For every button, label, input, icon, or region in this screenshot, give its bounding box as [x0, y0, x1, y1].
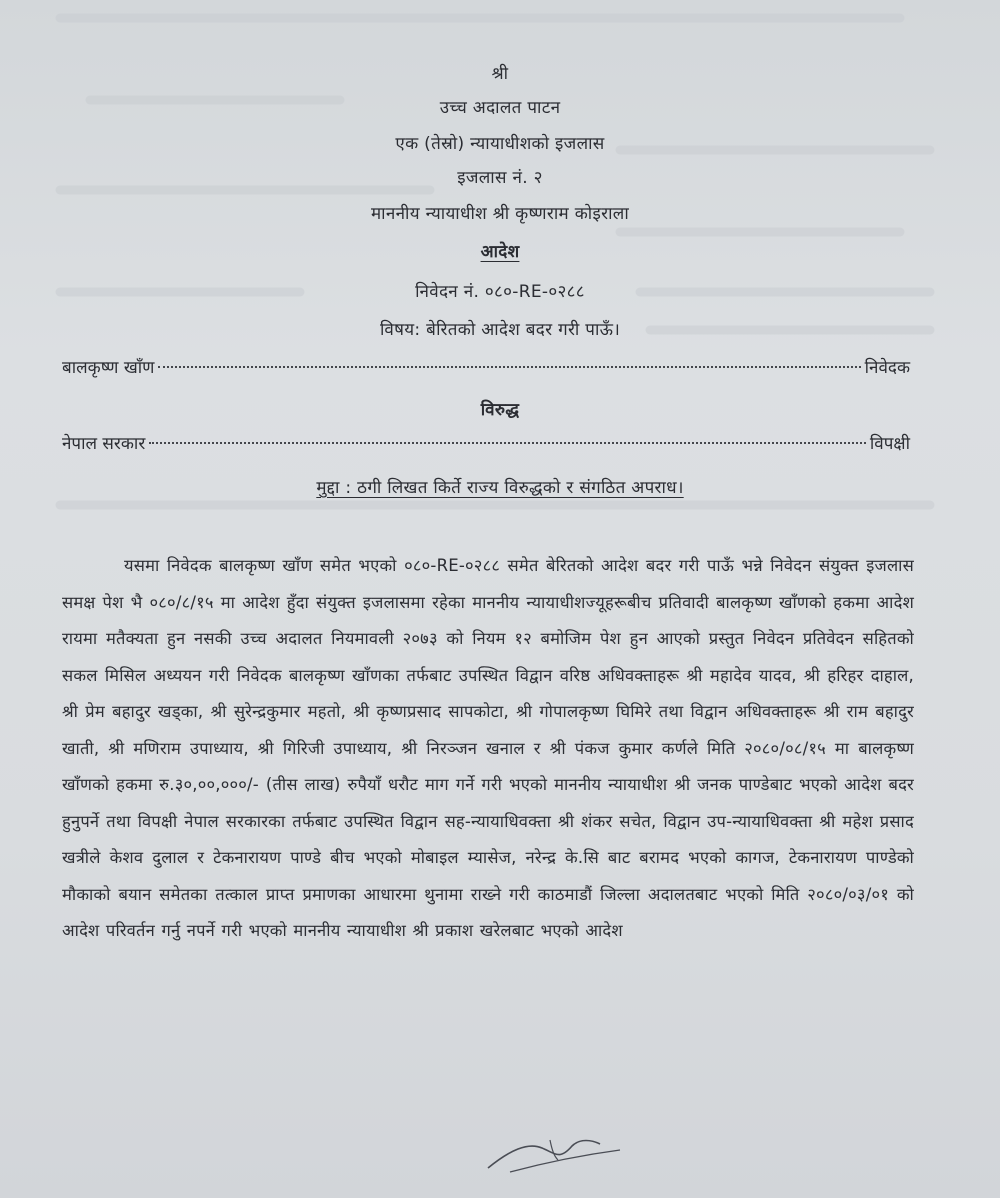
- salutation: श्री: [491, 64, 509, 84]
- handwritten-signature: [480, 1120, 630, 1180]
- petitioner-name: बालकृष्ण खाँण: [62, 358, 155, 378]
- order-title: आदेश: [480, 242, 520, 262]
- subject-line: विषय: बेरितको आदेश बदर गरी पाऊँ।: [379, 320, 621, 340]
- bench-name: एक (तेस्रो) न्यायाधीशको इजलास: [395, 134, 605, 154]
- respondent-name: नेपाल सरकार: [62, 434, 146, 454]
- dotted-leader: [149, 442, 866, 444]
- dotted-leader: [158, 366, 860, 368]
- case-subject: मुद्दा : ठगी लिखत किर्ते राज्य विरुद्धको र संगठित अपराध।: [316, 478, 684, 498]
- order-body-paragraph: यसमा निवेदक बालकृष्ण खाँण समेत भएको ०८०-RE-०२८८ समेत बेरितको आदेश बदर गरी पाऊँ भन्ने निवेदन संयुक्त इजलास समक्ष पेश भै ०८०/८/१५ मा आदेश हुँदा संयुक्त इजलासमा रहेका माननीय न्यायाधीशज्यूहरूबीच प्रतिवादी बालकृष्ण खाँणको हकमा आदेश रायमा मतैक्यता हुन नसकी उच्च अदालत नियमावली २०७३ को नियम १२ बमोजिम पेश हुन आएको प्रस्तुत निवेदन प्रतिवेदन सहितको सकल मिसिल अध्ययन गरी निवेदक बालकृष्ण खाँणका तर्फबाट उपस्थित विद्वान वरिष्ठ अधिवक्ताहरू श्री महादेव यादव, श्री हरिहर दाहाल, श्री प्रेम बहादुर खड्का, श्री सुरेन्द्रकुमार महतो, श्री कृष्णप्रसाद सापकोटा, श्री गोपालकृष्ण घिमिरे तथा विद्वान अधिवक्ताहरू श्री राम बहादुर खाती, श्री मणिराम उपाध्याय, श्री गिरिजी उपाध्याय, श्री निरञ्जन खनाल र श्री पंकज कुमार कर्णले मिति २०८०/०८/१५ मा बालकृष्ण खाँणको हकमा रु.३०,००,०००/- (तीस लाख) रुपैयाँ धरौट माग गर्ने गरी भएको माननीय न्यायाधीश श्री जनक पाण्डेबाट भएको आदेश बदर हुनुपर्ने तथा विपक्षी नेपाल सरकारका तर्फबाट उपस्थित विद्वान सह-न्यायाधिवक्ता श्री शंकर सचेत, विद्वान उप-न्यायाधिवक्ता श्री महेश प्रसाद खत्रीले केशव दुलाल र टेकनारायण पाण्डे बीच भएको मोबाइल म्यासेज, नरेन्द्र के.सि बाट बरामद भएको कागज, टेकनारायण पाण्डेको मौकाको बयान समेतका तत्काल प्राप्त प्रमाणका आधारमा थुनामा राख्ने गरी काठमाडौं जिल्ला अदालतबाट भएको मिति २०८०/०३/०१ को आदेश परिवर्तन गर्नु नपर्ने गरी भएको माननीय न्यायाधीश श्री प्रकाश खरेलबाट भएको आदेश: [62, 556, 914, 940]
- bench-number: इजलास नं. २: [457, 168, 543, 188]
- respondent-role: विपक्षी: [869, 434, 910, 454]
- petition-number: निवेदन नं. ०८०-RE-०२८८: [415, 282, 585, 302]
- court-name: उच्च अदालत पाटन: [439, 98, 561, 118]
- petitioner-role: निवेदक: [864, 358, 910, 378]
- judge-name: माननीय न्यायाधीश श्री कृष्णराम कोइराला: [370, 204, 630, 224]
- petitioner-row: [62, 356, 910, 380]
- versus-label: विरुद्ध: [480, 400, 520, 420]
- respondent-row: [62, 432, 910, 456]
